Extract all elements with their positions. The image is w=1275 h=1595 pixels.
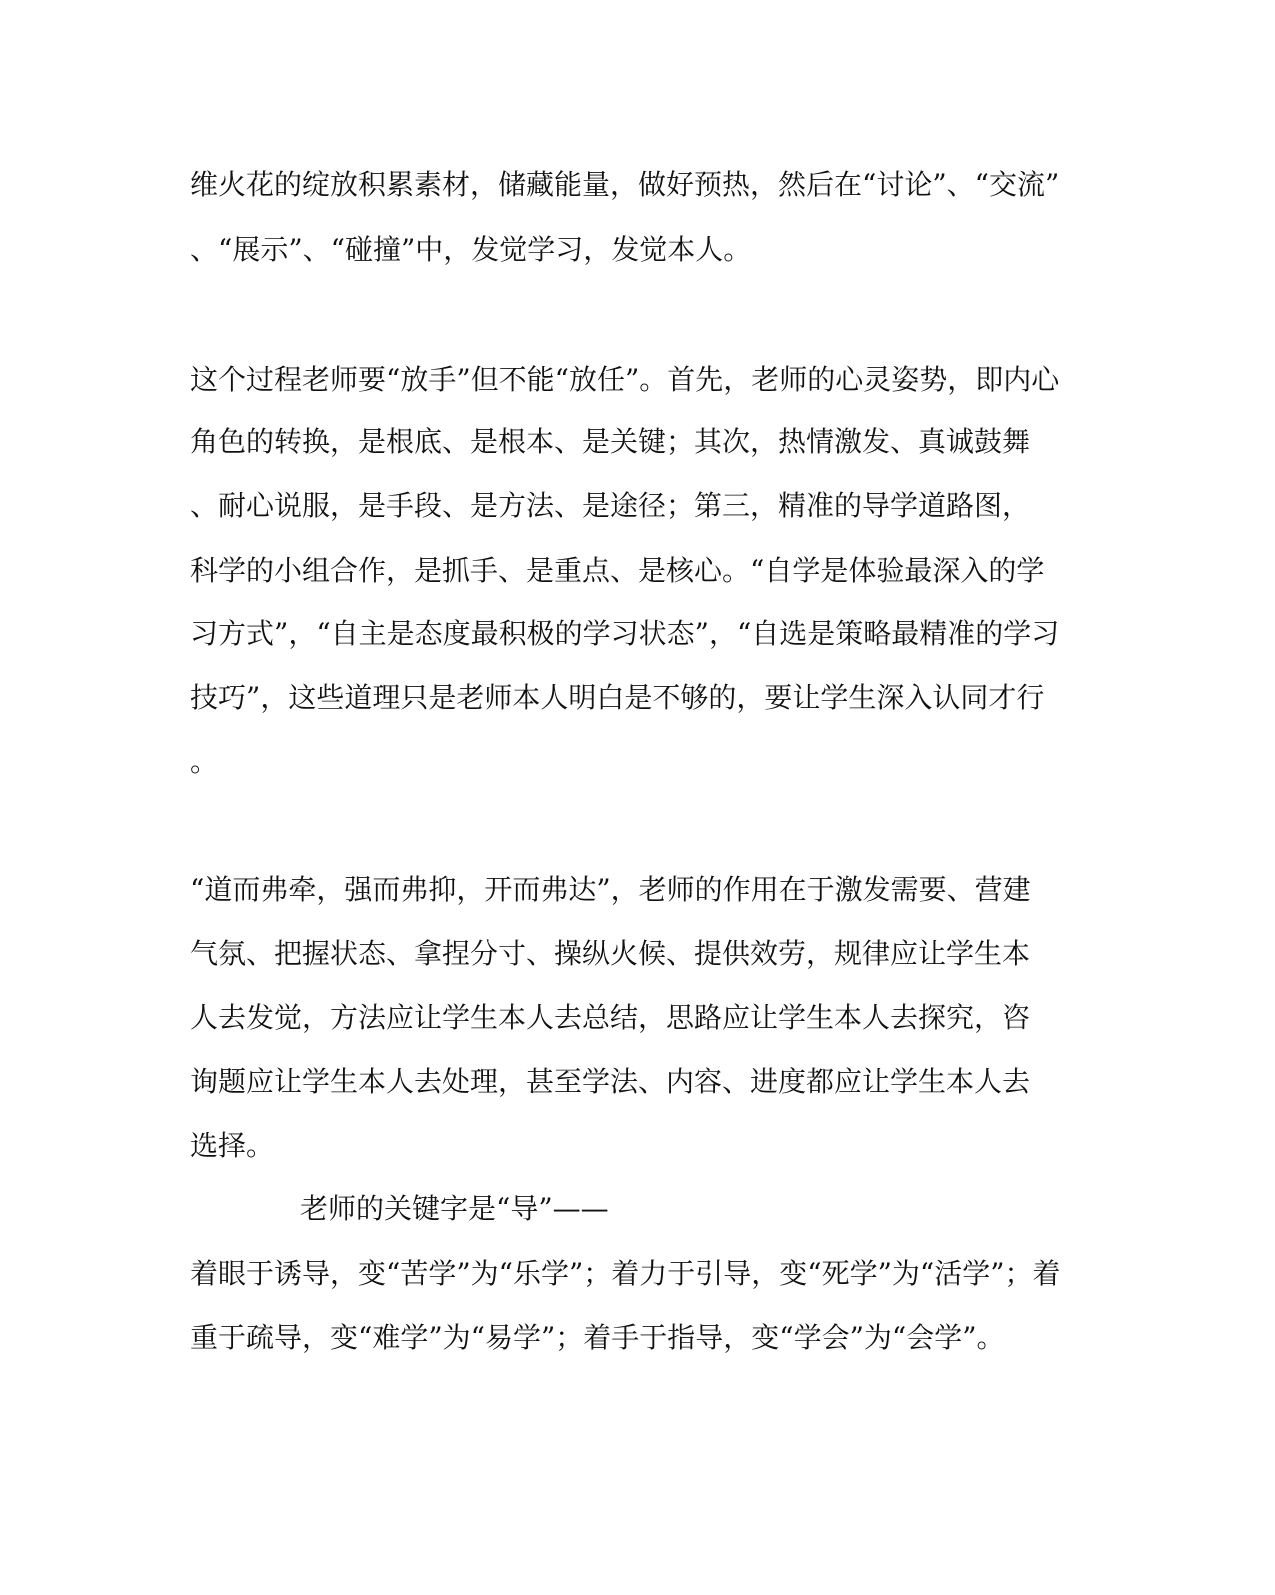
paragraph-3-line-1: “道而弗牵，强而弗抑，开而弗达”，老师的作用在于激发需要、营建 — [190, 873, 1031, 906]
paragraph-2-line-2: 角色的转换，是根底、是根本、是关键；其次，热情激发、真诚鼓舞 — [190, 425, 1031, 458]
paragraph-4-line-3: 重于疏导，变“难学”为“易学”；着手于指导，变“学会”为“会学”。 — [190, 1321, 1005, 1354]
paragraph-4-line-1: 老师的关键字是“导”—— — [300, 1192, 609, 1225]
paragraph-2-line-3: 、耐心说服，是手段、是方法、是途径；第三，精准的导学道路图， — [190, 489, 1031, 522]
paragraph-3-line-3: 人去发觉，方法应让学生本人去总结，思路应让学生本人去探究，咨 — [190, 1001, 1031, 1034]
paragraph-2-line-7: 。 — [190, 745, 219, 778]
paragraph-1-line-2: 、“展示”、“碰撞”中，发觉学习，发觉本人。 — [190, 233, 752, 266]
paragraph-3-line-4: 询题应让学生本人去处理，甚至学法、内容、进度都应让学生本人去 — [190, 1065, 1031, 1098]
paragraph-4-line-2: 着眼于诱导，变“苦学”为“乐学”；着力于引导，变“死学”为“活学”；着 — [190, 1257, 1061, 1290]
paragraph-2-line-6: 技巧”，这些道理只是老师本人明白是不够的，要让学生深入认同才行 — [190, 681, 1045, 714]
paragraph-2-line-1: 这个过程老师要“放手”但不能“放任”。首先，老师的心灵姿势，即内心 — [190, 363, 1060, 396]
paragraph-1-line-1: 维火花的绽放积累素材，储藏能量，做好预热，然后在“讨论”、“交流” — [190, 168, 1060, 201]
paragraph-2-line-4: 科学的小组合作，是抓手、是重点、是核心。“自学是体验最深入的学 — [190, 554, 1045, 587]
paragraph-3-line-2: 气氛、把握状态、拿捏分寸、操纵火候、提供效劳，规律应让学生本 — [190, 937, 1031, 970]
paragraph-3-line-5: 选择。 — [190, 1129, 275, 1162]
paragraph-2-line-5: 习方式”，“自主是态度最积极的学习状态”，“自选是策略最精准的学习 — [190, 617, 1060, 650]
